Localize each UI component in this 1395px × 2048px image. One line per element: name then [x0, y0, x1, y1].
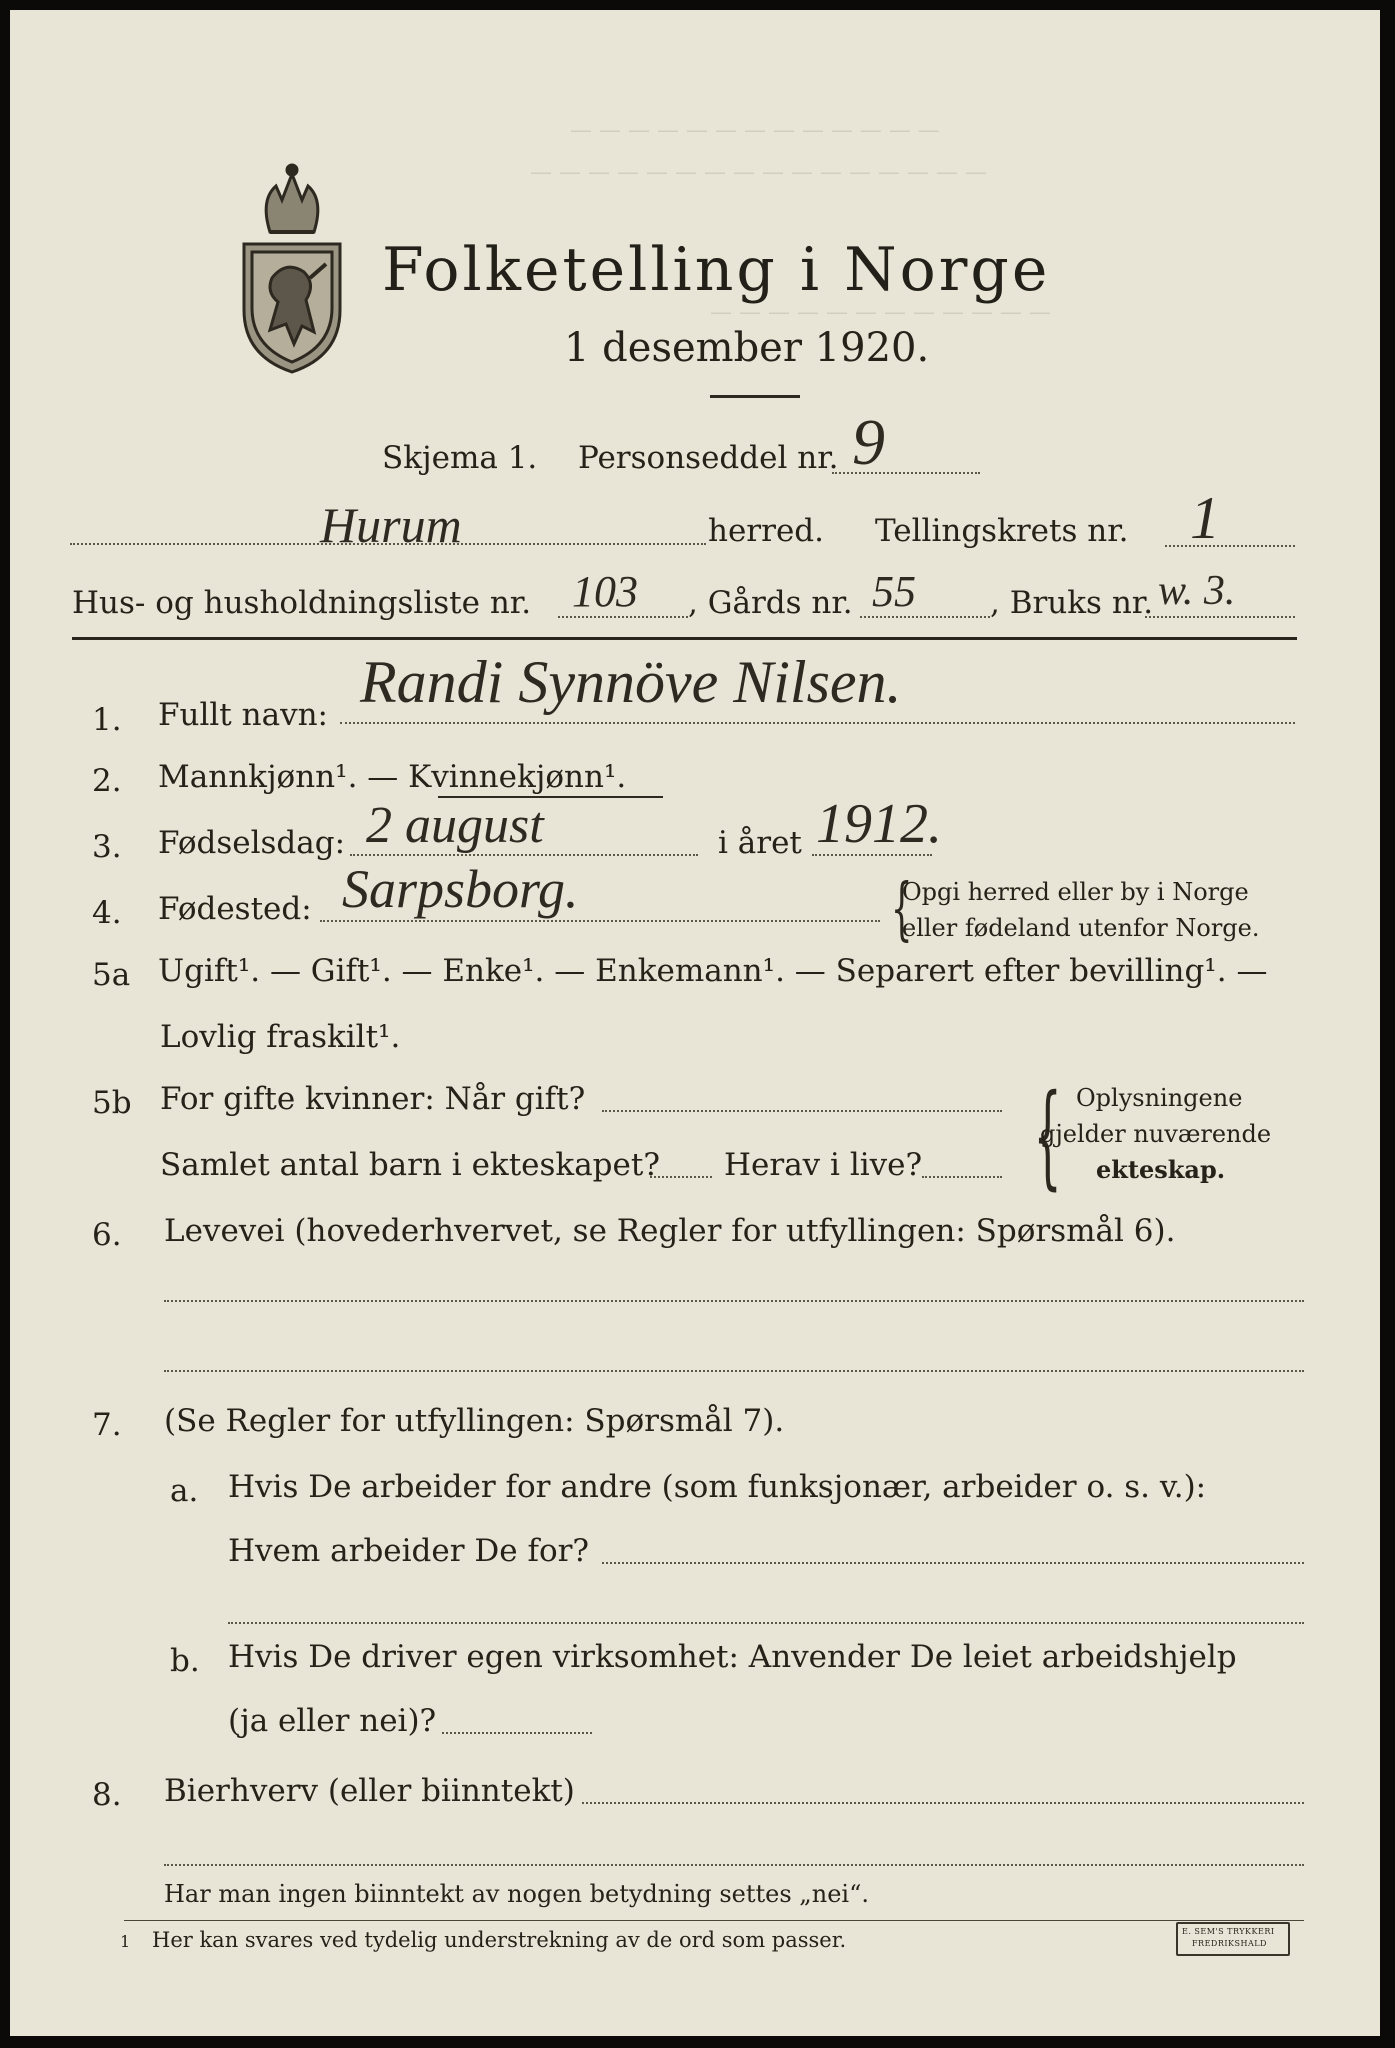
personseddel-label: Personseddel nr. — [578, 440, 839, 476]
herred-value: Hurum — [320, 497, 462, 553]
q8-answer-line-1 — [582, 1802, 1304, 1804]
q3-year-value: 1912. — [816, 793, 942, 855]
q4-note-line2: eller fødeland utenfor Norge. — [902, 914, 1260, 942]
bruks-label: , Bruks nr. — [990, 585, 1154, 621]
q5a-number: 5a — [92, 957, 131, 993]
q8-label: Bierhverv (eller biinntekt) — [164, 1773, 575, 1809]
q5b-line1: For gifte kvinner: Når gift? — [160, 1081, 586, 1117]
q4-birthplace-value: Sarpsborg. — [342, 859, 579, 919]
q7b-line1: Hvis De driver egen virksomhet: Anvender De leiet arbeidshjelp — [228, 1639, 1237, 1675]
census-date: 1 desember 1920. — [564, 325, 930, 371]
bleed-through-text: — — — — — — — — — — — — — [710, 300, 1051, 325]
q3-birthday-value: 2 august — [366, 797, 544, 854]
gards-line — [860, 616, 990, 618]
page-title: Folketelling i Norge — [382, 235, 1051, 305]
gards-label: , Gårds nr. — [688, 585, 853, 621]
personseddel-value: 9 — [852, 406, 885, 479]
header-separator-line — [72, 637, 1297, 640]
husliste-label: Hus- og husholdningsliste nr. — [72, 585, 532, 621]
q1-label: Fullt navn: — [158, 697, 328, 733]
q7a-answer-line-1 — [602, 1562, 1304, 1564]
footnote-separator — [124, 1920, 1304, 1921]
q5b-alive-line — [922, 1176, 1002, 1178]
census-form-page — [10, 10, 1380, 2036]
q4-label: Fødested: — [158, 891, 312, 927]
q5b-note3: ekteskap. — [1096, 1155, 1226, 1184]
q3-date-line — [350, 854, 698, 856]
q1-full-name-value: Randi Synnöve Nilsen. — [360, 649, 902, 715]
tellingskrets-label: Tellingskrets nr. — [875, 513, 1129, 549]
q4-note-line1: Opgi herred eller by i Norge — [902, 878, 1249, 906]
q3-year-label: i året — [718, 825, 802, 861]
husliste-value: 103 — [572, 567, 638, 616]
q4-brace: { — [890, 870, 913, 949]
q6-answer-line-1 — [164, 1300, 1304, 1302]
q4-number: 4. — [92, 895, 122, 931]
bruks-line — [1145, 616, 1295, 618]
printer-stamp-line2: FREDRIKSHALD — [1192, 1939, 1267, 1948]
bleed-through-text: — — — — — — — — — — — — — — — — — [530, 160, 987, 185]
husliste-line — [558, 616, 688, 618]
q7b-line2: (ja eller nei)? — [228, 1703, 437, 1739]
printer-stamp-line1: E. SEM'S TRYKKERI — [1182, 1927, 1275, 1936]
bleed-through-text: — — — — — — — — — — — — — — [570, 118, 940, 143]
q3-number: 3. — [92, 829, 122, 865]
q1-line — [340, 722, 1295, 724]
q5b-line2b: Herav i live? — [724, 1147, 923, 1183]
q6-answer-line-2 — [164, 1370, 1304, 1372]
q7a-line1: Hvis De arbeider for andre (som funksjonær, arbeider o. s. v.): — [228, 1469, 1207, 1505]
q7-number: 7. — [92, 1407, 122, 1443]
q5b-married-line — [602, 1110, 1002, 1112]
q2-label: Mannkjønn¹. — Kvinnekjønn¹. — [158, 759, 627, 795]
printer-stamp — [1176, 1922, 1290, 1956]
q5a-line2: Lovlig fraskilt¹. — [160, 1019, 401, 1055]
q8-answer-line-2 — [164, 1864, 1304, 1866]
q8-number: 8. — [92, 1777, 122, 1813]
q7a-line2: Hvem arbeider De for? — [228, 1533, 590, 1569]
norway-coat-of-arms-icon — [230, 160, 355, 375]
biinntekt-note: Har man ingen biinntekt av nogen betydning settes „nei“. — [164, 1880, 869, 1908]
q6-number: 6. — [92, 1217, 122, 1253]
herred-label: herred. — [708, 513, 824, 549]
q6-label: Levevei (hovederhvervet, se Regler for utfyllingen: Spørsmål 6). — [164, 1213, 1176, 1249]
q7a-letter: a. — [170, 1473, 199, 1509]
tellingskrets-value: 1 — [1190, 485, 1220, 551]
q7b-letter: b. — [170, 1643, 200, 1679]
q2-number: 2. — [92, 763, 122, 799]
tellingskrets-line — [1165, 545, 1295, 547]
skjema-label: Skjema 1. — [382, 440, 538, 476]
q3-label: Fødselsdag: — [158, 825, 346, 861]
q5b-children-line — [650, 1176, 712, 1178]
footnote-marker: 1 — [120, 1932, 131, 1951]
q7a-answer-line-2 — [228, 1622, 1304, 1624]
q5b-number: 5b — [92, 1085, 132, 1121]
q5b-note1: Oplysningene — [1076, 1084, 1243, 1112]
gards-value: 55 — [872, 567, 916, 616]
q5b-brace: { — [1033, 1071, 1062, 1201]
q7b-answer-line — [442, 1732, 592, 1734]
q7-label: (Se Regler for utfyllingen: Spørsmål 7). — [164, 1403, 785, 1439]
footnote-text: Her kan svares ved tydelig understrekning av de ord som passer. — [152, 1928, 847, 1952]
q5b-note2: gjelder nuværende — [1040, 1120, 1272, 1148]
bruks-value: w. 3. — [1158, 568, 1236, 614]
title-divider — [710, 395, 800, 398]
q5a-line1: Ugift¹. — Gift¹. — Enke¹. — Enkemann¹. — Separert efter bevilling¹. — — [158, 953, 1268, 989]
q5b-line2a: Samlet antal barn i ekteskapet? — [160, 1147, 660, 1183]
q1-number: 1. — [92, 702, 122, 738]
q4-line — [320, 920, 880, 922]
